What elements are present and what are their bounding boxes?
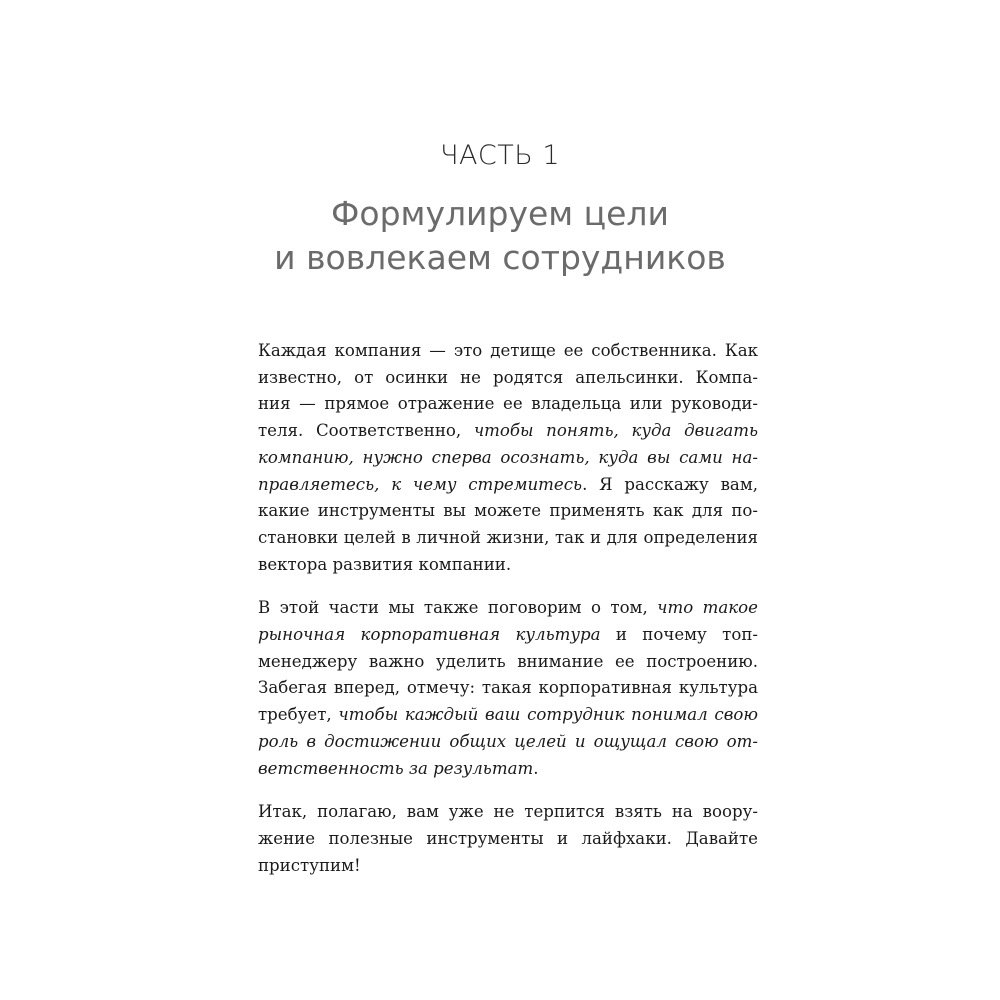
text: жение полезные инструменты и лайфхаки. Давайте — [258, 828, 758, 848]
text-line — [258, 799, 758, 826]
text: становки целей в личной жизни, так и для определения — [258, 527, 758, 547]
text-line — [258, 649, 758, 676]
italic-text: чтобы понять, куда двигать — [473, 421, 758, 441]
text-line — [258, 729, 758, 756]
text-line — [258, 498, 758, 525]
text: ния — прямое отражение ее владельца или руководи- — [258, 394, 758, 414]
text-line — [258, 365, 758, 392]
text: требует, — [258, 705, 339, 725]
text-line — [258, 702, 758, 729]
italic-text: чтобы каждый ваш сотрудник понимал свою — [338, 705, 758, 725]
text: В этой части мы также поговорим о том, — [258, 598, 658, 618]
italic-text: ветственность за результат — [258, 758, 534, 778]
italic-text: что такое — [657, 598, 758, 618]
text: . — [533, 758, 539, 778]
text: Забегая вперед, отмечу: такая корпоративная культура — [258, 678, 758, 698]
chapter-title-line: и вовлекаем сотрудников — [274, 238, 726, 277]
text: . Я расскажу вам, — [582, 474, 759, 494]
text: Каждая компания — это детище ее собственника. Как — [258, 341, 758, 360]
chapter-title — [0, 192, 1000, 280]
text: менеджеру важно уделить внимание ее построению. — [258, 651, 758, 671]
italic-text: компанию, нужно сперва осознать, куда вы сами на- — [258, 447, 758, 467]
part-label: ЧАСТЬ 1 — [439, 140, 561, 171]
text-line — [258, 826, 758, 853]
italic-text: правляетесь, к чему стремитесь — [258, 474, 583, 494]
text: известно, от осинки не родятся апельсинки. Компа- — [258, 367, 758, 387]
text: Итак, полагаю, вам уже не терпится взять на воору- — [258, 802, 758, 822]
text-line — [258, 391, 758, 418]
text-line — [258, 418, 758, 445]
paragraph — [258, 799, 758, 879]
text-line — [258, 756, 758, 783]
body-text — [258, 338, 758, 896]
text-line — [258, 675, 758, 702]
text: теля. Соответственно, — [258, 421, 474, 441]
text: какие инструменты вы можете применять как для по- — [258, 501, 758, 521]
text-line — [258, 853, 758, 880]
text-line — [258, 338, 758, 365]
paragraph — [258, 338, 758, 578]
text-line — [258, 595, 758, 622]
chapter-title-line: Формулируем цели — [331, 194, 669, 233]
text: и почему топ- — [600, 625, 759, 645]
text-line — [258, 472, 758, 499]
paragraph — [258, 595, 758, 782]
text-line — [258, 445, 758, 472]
text-line — [258, 622, 758, 649]
text: вектора развития компании. — [258, 554, 512, 574]
text: приступим! — [258, 855, 361, 875]
text-line — [258, 525, 758, 552]
italic-text: рыночная корпоративная культура — [258, 625, 601, 645]
italic-text: роль в достижении общих целей и ощущал свою от- — [258, 731, 758, 751]
text-line — [258, 552, 758, 579]
